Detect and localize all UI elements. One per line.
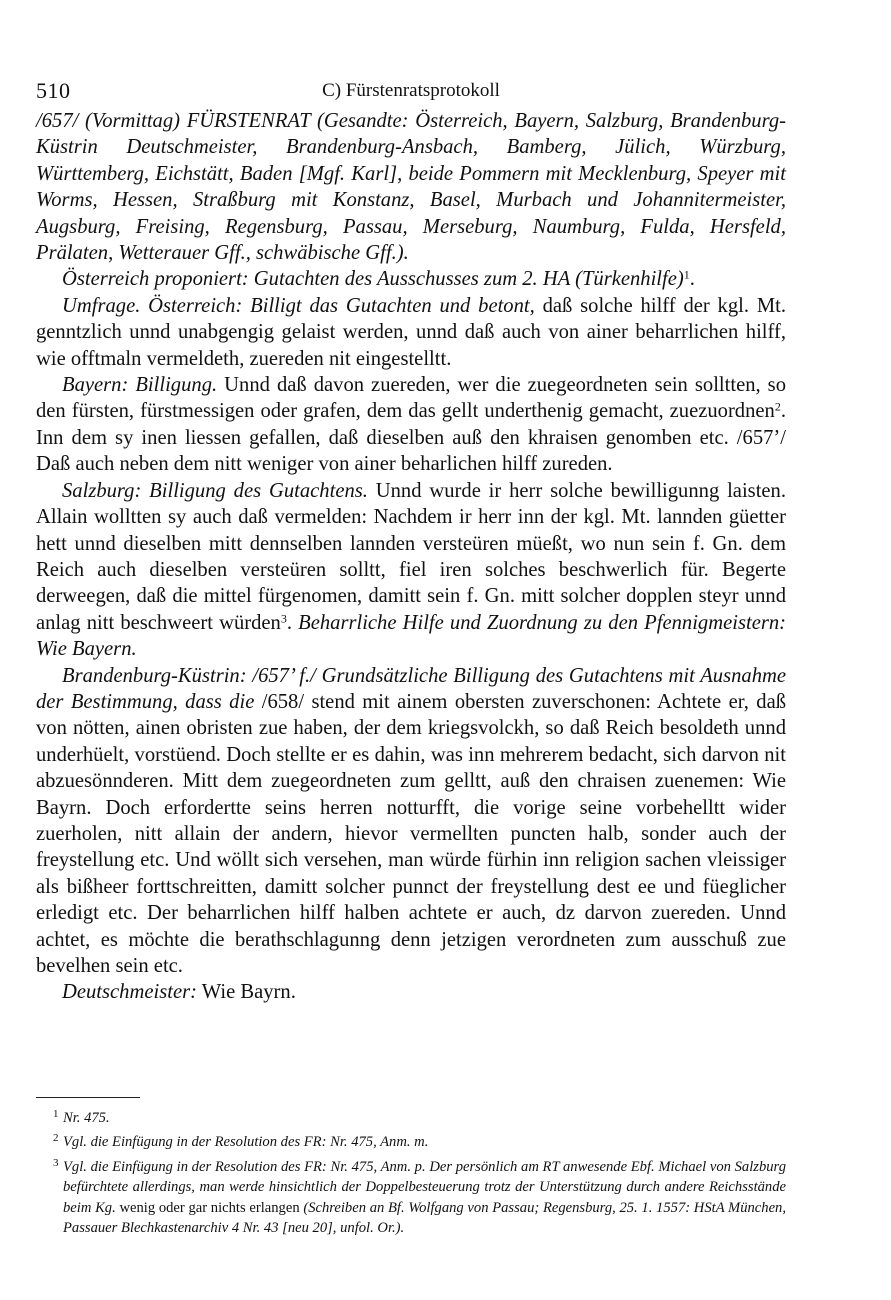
proposition-text: Österreich proponiert: Gutachten des Ausschusses zum 2. HA (Türkenhilfe) bbox=[62, 268, 684, 291]
footnote-ref-1[interactable]: 1 bbox=[683, 267, 690, 282]
oesterreich-summary: Umfrage. Österreich: Billigt das Gutachten und betont, bbox=[62, 294, 535, 317]
footnotes bbox=[36, 1097, 786, 1239]
paragraph-salzburg bbox=[36, 478, 786, 663]
salzburg-summary: Salzburg: Billigung des Gutachtens. bbox=[62, 479, 368, 502]
bayern-quote: Unnd daß davon zuereden, wer die zuegeordneten sein solltten, so den fürsten, fürstmessigen oder grafen, dem das gellt underthenig gemacht, zuezuordnen bbox=[36, 374, 786, 423]
footnote-rule bbox=[36, 1097, 140, 1098]
footnote-ref-2[interactable]: 2 bbox=[774, 399, 781, 414]
footnote-text: Vgl. die Einfügung in der Resolution des FR: Nr. 475, Anm. p. Der persönlich am RT anwesende Ebf. Michael von Salzburg befürchtete allerdings, man werde hinsichtlich der Doppelbesteuerung trotz der Unterstützung durch andere Reichsstände beim Kg. bbox=[63, 1158, 786, 1216]
footnote-ref-3[interactable]: 3 bbox=[280, 611, 287, 626]
page bbox=[36, 72, 786, 1006]
footnote-text: Nr. 475. bbox=[63, 1109, 110, 1126]
footnote-1: 1 Nr. 475. bbox=[53, 1108, 110, 1126]
brandenburg-summary: Brandenburg-Küstrin: /657’ f./ Grundsätzliche Billigung des Gutachtens mit Ausnahme der Bestimmung, dass die bbox=[36, 664, 786, 713]
paragraph-brandenburg-kuestrin bbox=[36, 663, 786, 980]
bayern-quote-cont: . Inn dem sy inen liessen gefallen, daß dieselben auß den khraisen genomben etc. /657’/ Daß auch neben dem nitt weniger von ainer beharlichen hilff zureden. bbox=[36, 400, 786, 476]
footnote-2: 2 Vgl. die Einfügung in der Resolution des FR: Nr. 475, Anm. m. bbox=[53, 1132, 429, 1151]
footnote-source: (Schreiben an Bf. Wolfgang von Passau; Regensburg, 25. 1. 1557: HStA München, Passauer Blechkastenarchiv 4 Nr. 43 [neu 20], unfol. Or.). bbox=[63, 1199, 787, 1237]
salzburg-quote: Unnd wurde ir herr solche bewilligunng laisten. Allain wolltten sy auch daß vermelden: Nachdem ir herr inn der kgl. Mt. lannden güetter hett unnd dieselben mitt dennselben lannden versteüren müeßt, wo nun sein f. Gn. dem Reich auch dieselben versteüren solltt, fiel iren solches beschwerlich für. Begerte derweegen, daß die mittel fürgenomen, damitt sein f. Gn. mitt solcher dopplen steyr unnd anlag nitt beschweert würden bbox=[36, 479, 786, 634]
salzburg-summary-2: Beharrliche Hilfe und Zuordnung zu den Pfennigmeistern: Wie Bayern. bbox=[36, 611, 787, 661]
salzburg-quote-end: . bbox=[286, 611, 299, 634]
body-text bbox=[36, 108, 786, 1006]
deutschmeister-quote: Wie Bayrn. bbox=[196, 981, 296, 1004]
bayern-summary: Bayern: Billigung. bbox=[62, 374, 218, 397]
running-title: C) Fürstenratsprotokoll bbox=[322, 80, 500, 101]
paragraph-deutschmeister bbox=[36, 979, 786, 1005]
oesterreich-quote: daß solche hilff der kgl. Mt. genntzlich unnd unabgengig gelaist werden, unnd daß auch von ainer beharrlichen hilff, wie offtmaln vermeldeth, zuereden nit eingestelltt. bbox=[36, 294, 786, 370]
session-heading-text: /657/ (Vormittag) FÜRSTENRAT (Gesandte: Österreich, Bayern, Salzburg, Brandenburg-Küstrin Deutschmeister, Brandenburg-Ansbach, Bamberg, Jülich, Würzburg, Württemberg, Eichstätt, Baden [Mgf. Karl], beide Pommern mit Mecklenburg, Speyer mit Worms, Hessen, Straßburg mit Konstanz, Basel, Murbach und Johannitermeister, Augsburg, Freising, Regensburg, Passau, Merseburg, Naumburg, Fulda, Hersfeld, Prälaten, Wetterauer Gff., schwäbische Gff.). bbox=[36, 110, 786, 265]
footnote-text: Vgl. die Einfügung in der Resolution des FR: Nr. 475, Anm. m. bbox=[63, 1134, 429, 1151]
deutschmeister-label: Deutschmeister: bbox=[62, 981, 197, 1004]
running-head bbox=[36, 72, 786, 108]
session-heading bbox=[36, 108, 786, 266]
footnote-3: 3 Vgl. die Einfügung in der Resolution des FR: Nr. 475, Anm. p. Der persönlich am RT anwesende Ebf. Michael von Salzburg befürchtete allerdings, man werde hinsichtlich der Doppelbesteuerung trotz der Unterstützung durch andere Reichsstände beim Kg. wenig oder gar nichts erlangen (Schreiben an Bf. Wolfgang von Passau; Regensburg, 25. 1. 1557: HStA München, Passauer Blechkastenarchiv 4 Nr. 43 [neu 20], unfol. Or.). bbox=[53, 1156, 787, 1237]
page-number: 510 bbox=[36, 78, 71, 103]
brandenburg-quote: /658/ stend mit ainem obersten zuverschonen: Achtete er, daß von nötten, ainen obristen zue haben, der dem kriegsvolckh, so daß Reich besoldeth unnd underhüelt, vorstüend. Doch stellte er es dahin, was inn mehrerem bedacht, sich darvon nit abzuesönnderen. Mitt dem zuegeordneten zum gelltt, auß den chraisen zuenemen: Wie Bayrn. Doch erfordertte seins herren notturfft, die vorige seine vorbehelltt wider zuerholen, nitt allain der andern, hievor vermellten puncten halb, sonder auch der freystellung etc. Und wöllt sich versehen, man würde fürhin inn religion sachen vleissiger als bißheer forttschreitten, damitt solcher punnct der freystellung dest ee und füeglicher erledigt etc. Der beharrlichen hilff halben achtete er auch, dz darvon zuereden. Unnd achtet, es möchte die berathschlagunng denn jetzigen verordneten zum ausschuß zue bevelhen sein etc. bbox=[36, 690, 787, 977]
footnote-quote: wenig oder gar nichts erlangen bbox=[115, 1199, 304, 1216]
paragraph-proposition bbox=[36, 266, 786, 292]
proposition-end: . bbox=[689, 268, 695, 291]
paragraph-bayern bbox=[36, 372, 786, 478]
paragraph-oesterreich bbox=[36, 293, 786, 372]
